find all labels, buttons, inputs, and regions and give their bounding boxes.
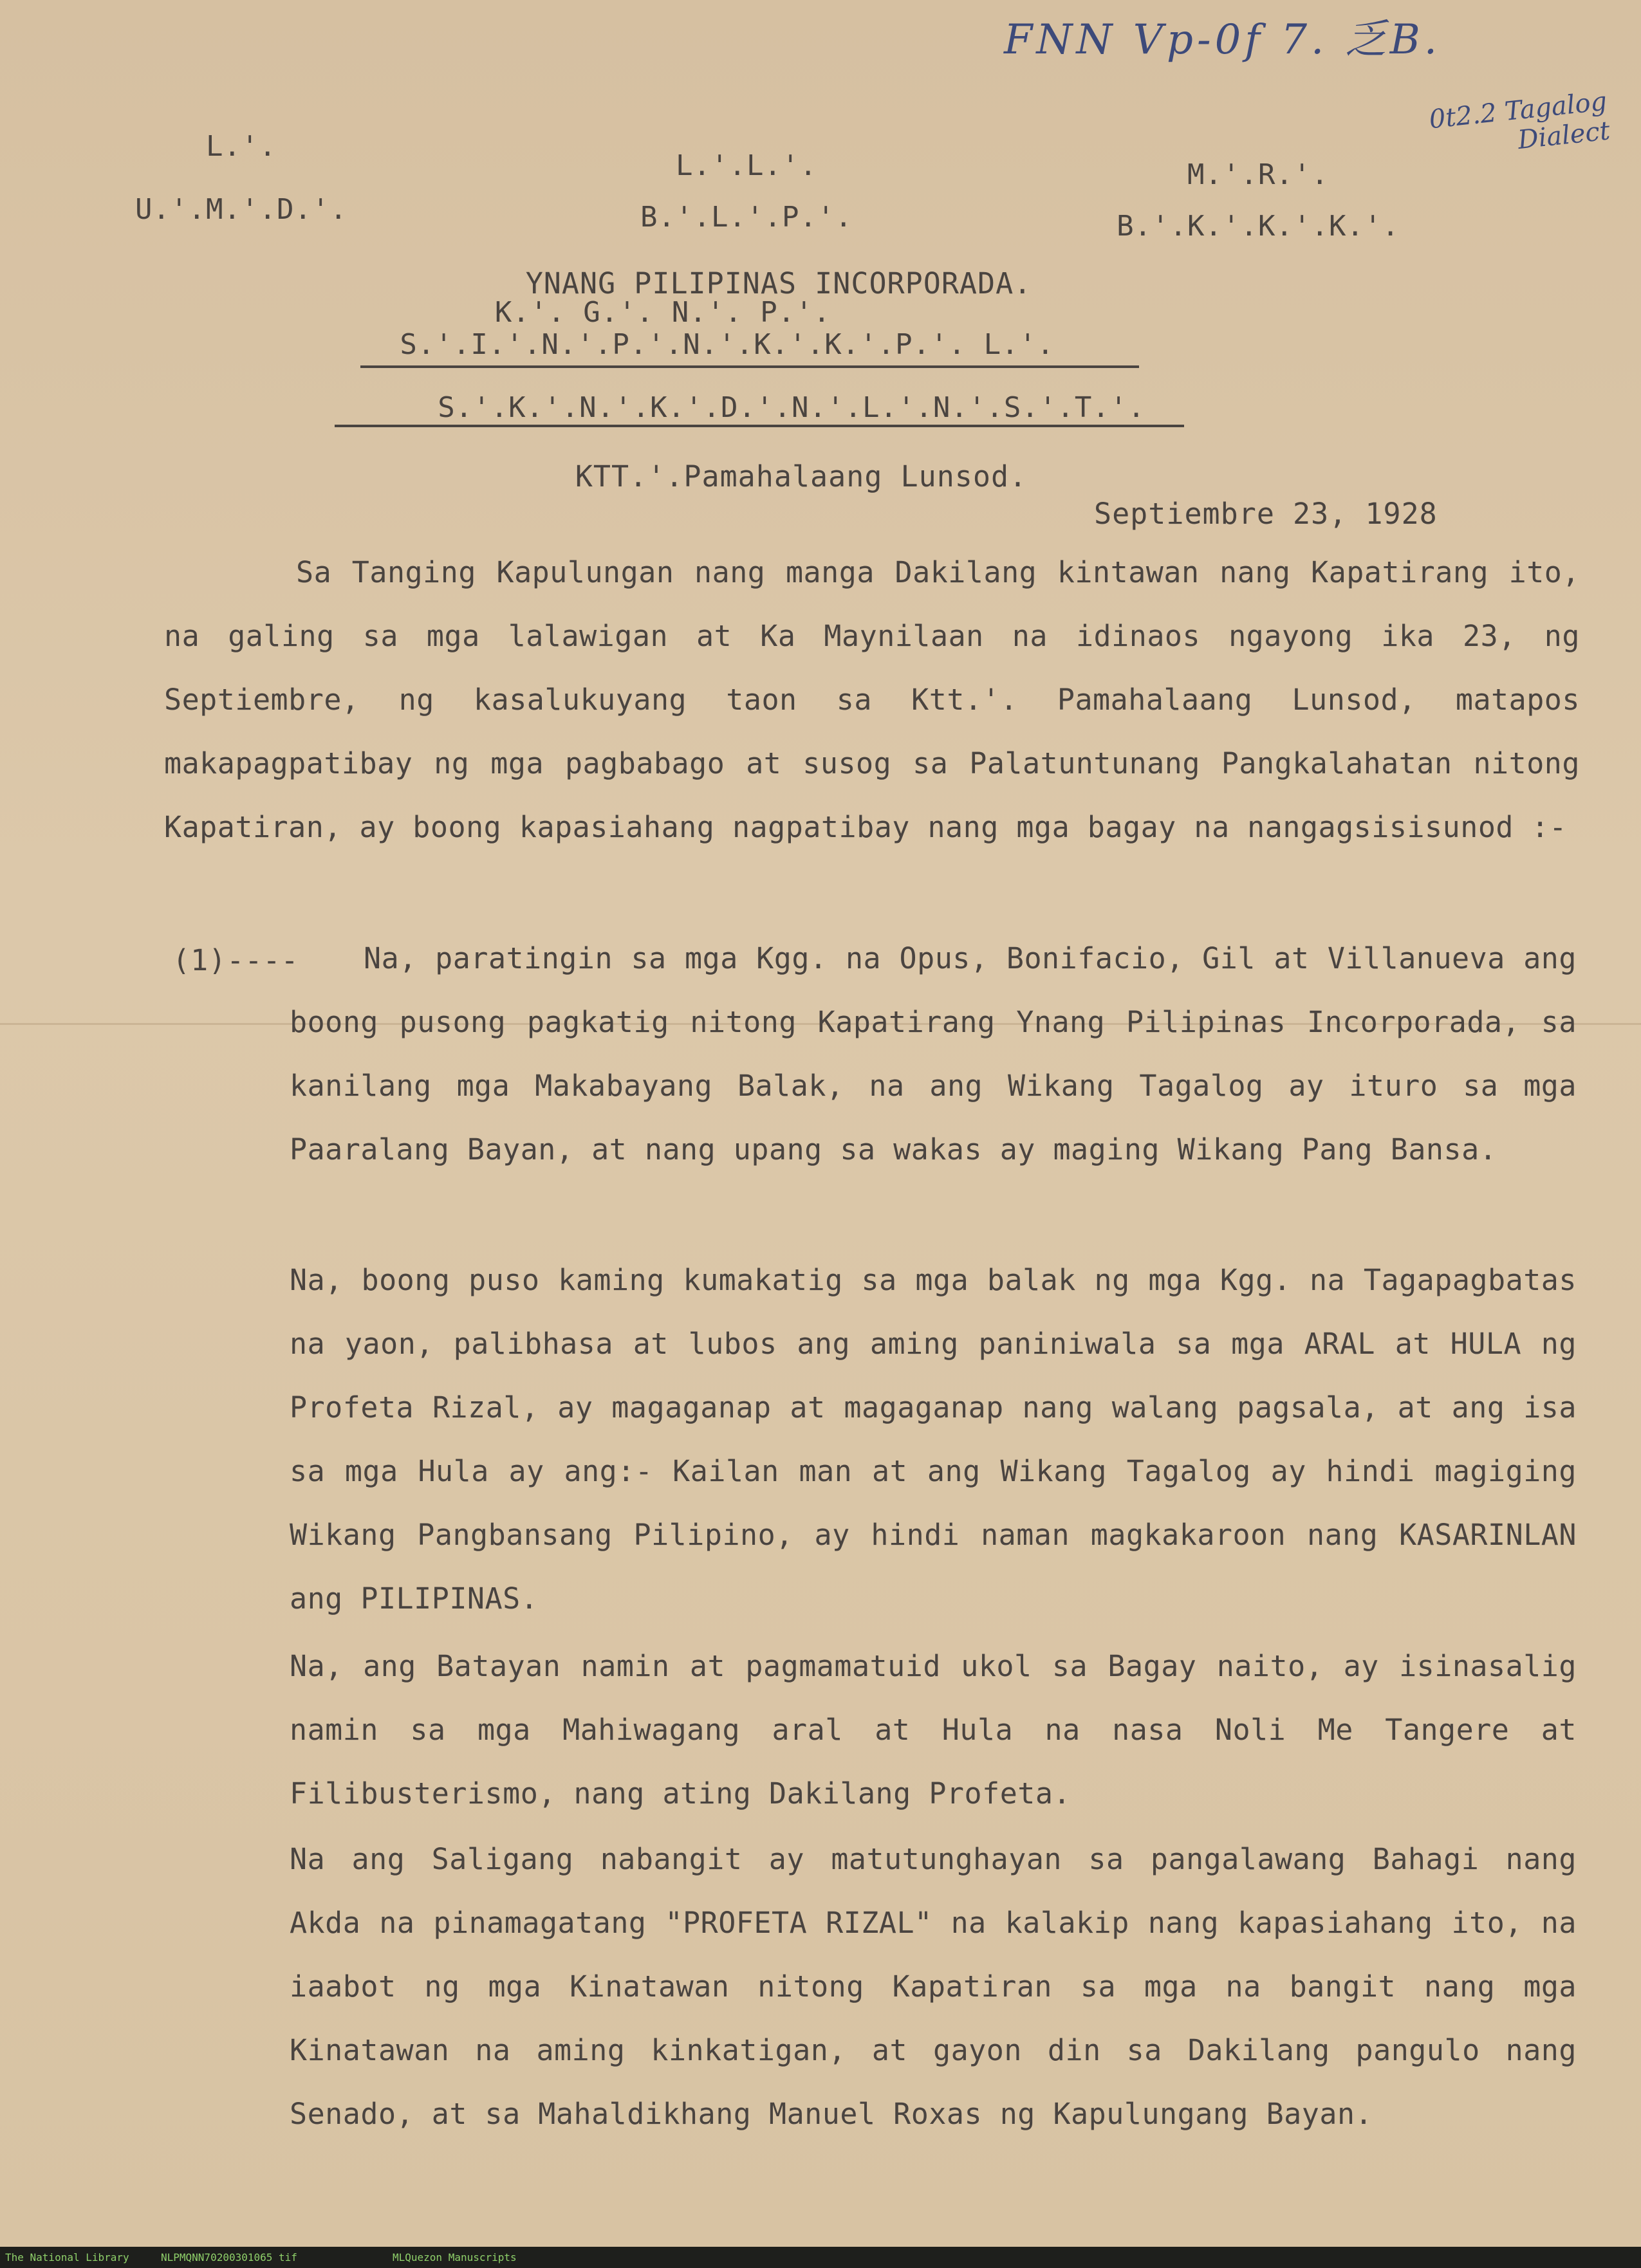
item-number: (1)---- bbox=[172, 943, 299, 977]
document-date: Septiembre 23, 1928 bbox=[1094, 497, 1438, 531]
letterhead-right-bottom: B.'.K.'.K.'.K.'. bbox=[1117, 210, 1400, 243]
letterhead-line-2: K.'. G.'. N.'. P.'. bbox=[494, 296, 831, 329]
underline-2 bbox=[335, 425, 1184, 427]
footer-library: The National Library bbox=[5, 2251, 129, 2263]
letterhead-line-4: S.'.K.'.N.'.K.'.D.'.N.'.L.'.N.'.S.'.T.'. bbox=[438, 391, 1145, 424]
paragraph-4: Na ang Saligang nabangit ay matutunghayan sa pangalawang Bahagi nang Akda na pinamagatang "PROFETA RIZAL" na kalakip nang kapasiahang ito, na iaabot ng mga Kinatawan nitong Kapatiran sa mga na bangit nang mga Kinatawan na aming kinkatigan, at gayon din sa Dakilang pangulo nang Senado, at sa Mahaldikhang Manuel Roxas ng Kapulungang Bayan. bbox=[290, 1842, 1577, 2131]
intro-paragraph: Sa Tanging Kapulungan nang manga Dakilang kintawan nang Kapatirang ito, na galing sa mga lalawigan at Ka Maynilaan na idinaos ngayong ika 23, ng Septiembre, ng kasalukuyang taon sa Ktt.'. Pamahalaang Lunsod, matapos makapagpatibay ng mga pagbabago at susog sa Palatuntunang Pangkalahatan nitong Kapatiran, ay boong kapasiahang nagpatibay nang mga bagay na nangagsisisunod :- bbox=[164, 555, 1580, 844]
letterhead-right-top: M.'.R.'. bbox=[1187, 158, 1329, 191]
paragraph-3: Na, ang Batayan namin at pagmamatuid ukol sa Bagay naito, ay isinasalig namin sa mga Mahiwagang aral at Hula na nasa Noli Me Tangere at Filibusterismo, nang ating Dakilang Profeta. bbox=[290, 1649, 1577, 1811]
handwritten-note-top: FNN Vp-0f 7. 乏B. bbox=[1004, 16, 1442, 64]
footer-file-id: NLPMQNN70200301065 tif bbox=[161, 2251, 297, 2263]
archive-footer bbox=[0, 2247, 1641, 2268]
org-name: YNANG PILIPINAS INCORPORADA. bbox=[525, 266, 1032, 300]
letterhead-center-top: L.'.L.'. bbox=[676, 149, 817, 182]
letterhead-left-bottom: U.'.M.'.D.'. bbox=[135, 193, 348, 226]
letterhead-left-top: L.'. bbox=[206, 130, 277, 163]
footer-collection: MLQuezon Manuscripts bbox=[393, 2251, 517, 2263]
paragraph-2: Na, boong puso kaming kumakatig sa mga balak ng mga Kgg. na Tagapagbatas na yaon, palibhasa at lubos ang aming paniniwala sa mga ARAL at HULA ng Profeta Rizal, ay magaganap at magaganap nang walang pagsala, at ang isa sa mga Hula ay ang:- Kailan man at ang Wikang Tagalog ay hindi magiging Wikang Pangbansang Pilipino, ay hindi naman magkakaroon nang KASARINLAN ang PILIPINAS. bbox=[290, 1263, 1577, 1616]
letterhead-center-bottom: B.'.L.'.P.'. bbox=[640, 201, 853, 234]
underline-1 bbox=[360, 365, 1139, 368]
handwritten-note-side: 0t2.2 Tagalog Dialect bbox=[1427, 86, 1611, 156]
letterhead-line-3: S.'.I.'.N.'.P.'.N.'.K.'.K.'.P.'. L.'. bbox=[400, 328, 1055, 361]
place-line: KTT.'.Pamahalaang Lunsod. bbox=[575, 459, 1028, 493]
item-1-paragraph: Na, paratingin sa mga Kgg. na Opus, Bonifacio, Gil at Villanueva ang boong pusong pagkatig nitong Kapatirang Ynang Pilipinas Incorporada, sa kanilang mga Makabayang Balak, na ang Wikang Tagalog ay ituro sa mga Paaralang Bayan, at nang upang sa wakas ay maging Wikang Pang Bansa. bbox=[290, 941, 1577, 1166]
